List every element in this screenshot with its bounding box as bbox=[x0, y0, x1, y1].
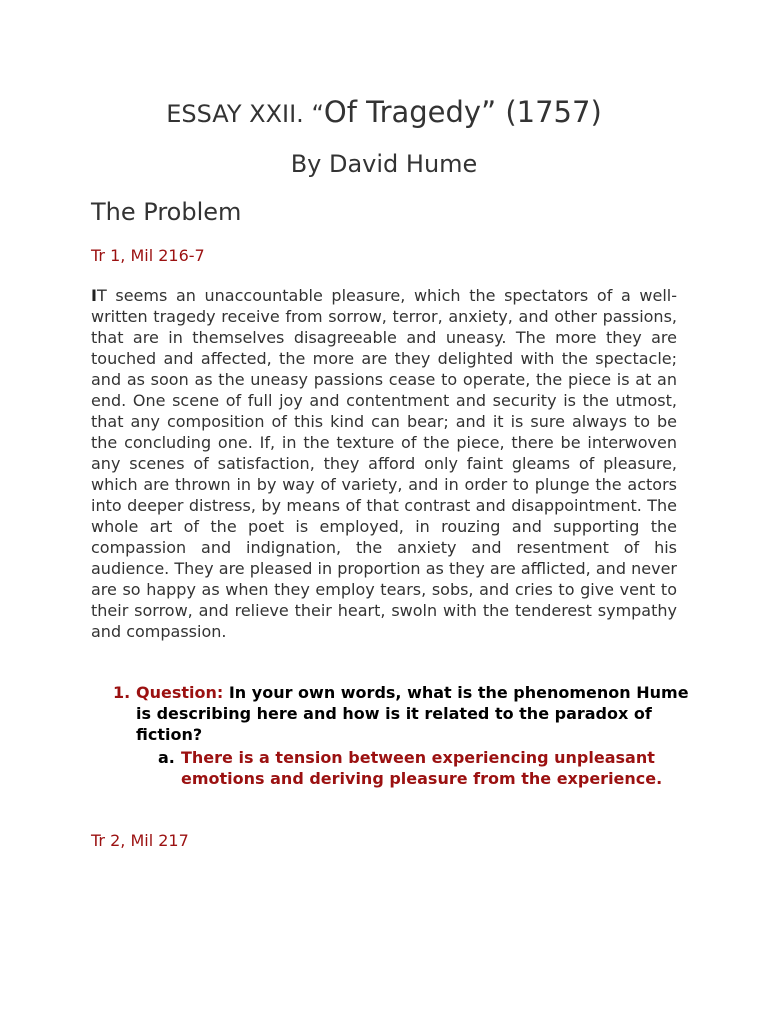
author-byline: By David Hume bbox=[290, 150, 478, 178]
section-heading: The Problem bbox=[91, 198, 242, 226]
paragraph-text: T seems an unaccountable pleasure, which the spectators of a well-written tragedy receive from sorrow, terror, anxiety, and other passions, that are in themselves disagreeable and uneasy. The more they are touched and affected, the more are they delighted with the spectacle; and as soon as the uneasy passions cease to operate, the piece is at an end. One scene of full joy and contentment and security is the utmost, that any composition of this kind can bear; and it is sure always to be the concluding one. If, in the texture of the piece, there be interwoven any scenes of satisfaction, they afford only faint gleams of pleasure, which are thrown in by way of variety, and in order to plunge the actors into deeper distress, by means of that contrast and disappointment. The whole art of the poet is employed, in rouzing and supporting the compassion and indignation, the anxiety and resentment of his audience. They are pleased in proportion as they are afflicted, and never are so happy as when they employ tears, sobs, and cries to give vent to their sorrow, and relieve their heart, swoln with the tenderest sympathy and compassion. bbox=[91, 286, 677, 641]
question-text: In your own words, what is the phenomenon Hume is describing here and how is it related to the paradox of fiction? bbox=[136, 683, 689, 744]
answer-letter: a. bbox=[158, 748, 175, 767]
question-number: 1. bbox=[113, 683, 131, 702]
answer-text: There is a tension between experiencing unpleasant emotions and deriving pleasure from the experience. bbox=[181, 748, 663, 788]
paragraph-dropcap: I bbox=[91, 286, 97, 305]
question-item bbox=[91, 682, 691, 789]
reference-tr2: Tr 2, Mil 217 bbox=[91, 831, 189, 850]
essay-title-main: Of Tragedy” (1757) bbox=[323, 95, 602, 129]
essay-title-prefix: ESSAY XXII. “ bbox=[166, 100, 324, 128]
question-label: Question: bbox=[136, 683, 224, 702]
essay-title bbox=[0, 94, 768, 132]
reference-tr1: Tr 1, Mil 216-7 bbox=[91, 246, 205, 265]
essay-paragraph bbox=[91, 285, 677, 642]
question-list bbox=[91, 682, 691, 789]
answer-item bbox=[136, 747, 681, 789]
